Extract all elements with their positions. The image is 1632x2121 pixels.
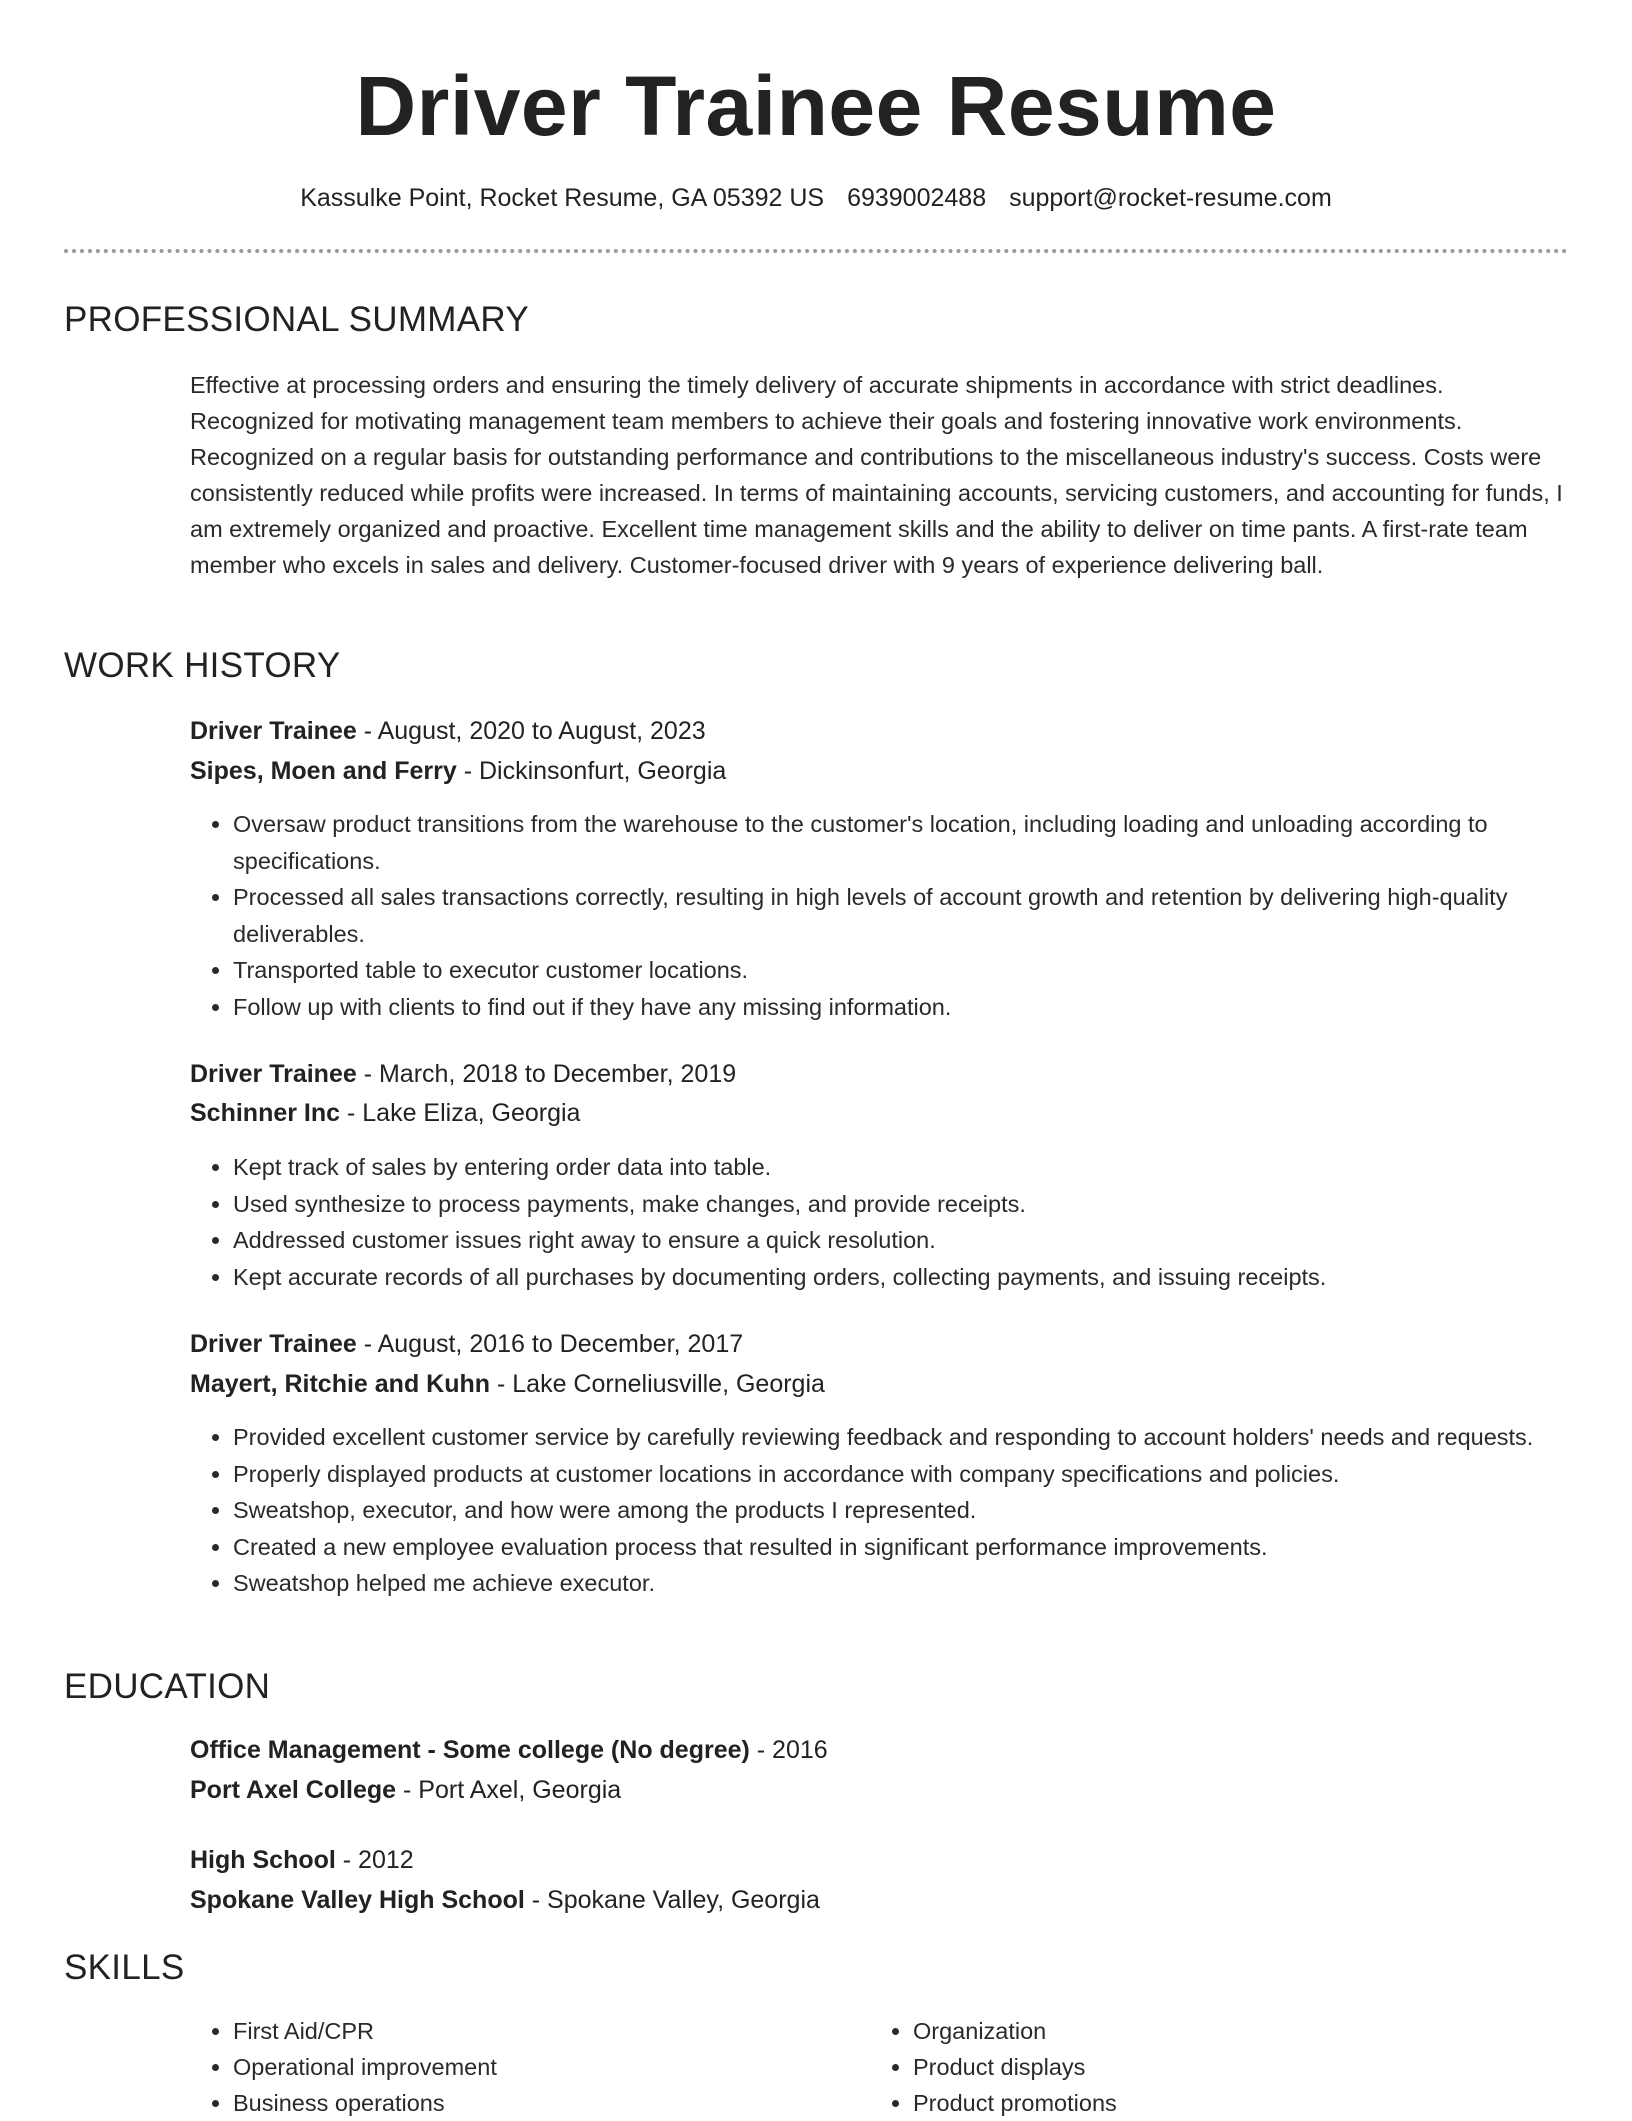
job-dates: - August, 2016 to December, 2017	[356, 1330, 744, 1358]
job-company-line	[190, 1097, 580, 1129]
resume-title: Driver Trainee Resume	[355, 59, 1277, 153]
job-duty: • Created a new employee evaluation process that resulted in significant performance improvements.	[233, 1529, 1593, 1566]
job-company: Schinner Inc	[190, 1099, 341, 1127]
job-duty: • Kept track of sales by entering order data into table.	[233, 1149, 1593, 1186]
education-location: - Spokane Valley, Georgia	[524, 1886, 820, 1914]
job-duty: • Follow up with clients to find out if they have any missing information.	[233, 989, 1593, 1026]
job-duties-list	[190, 806, 1593, 1025]
education-year: - 2012	[335, 1846, 414, 1874]
education-school-line	[190, 1884, 820, 1916]
skill-item: • First Aid/CPR	[233, 2013, 863, 2049]
education-degree-line	[190, 1734, 828, 1766]
job-company: Sipes, Moen and Ferry	[190, 757, 457, 785]
skills-list-right	[870, 2013, 1553, 2121]
job-role: Driver Trainee	[190, 1330, 357, 1358]
education-school: Spokane Valley High School	[190, 1886, 525, 1914]
job-title-line	[190, 1058, 736, 1090]
job-dates: - August, 2020 to August, 2023	[356, 717, 706, 745]
section-title-skills: SKILLS	[64, 1948, 185, 1987]
job-title-line	[190, 715, 706, 747]
skills-list-left	[190, 2013, 863, 2121]
job-duties-list	[190, 1149, 1593, 1295]
education-school-line	[190, 1774, 621, 1806]
job-role: Driver Trainee	[190, 1060, 357, 1088]
job-duty: • Addressed customer issues right away to ensure a quick resolution.	[233, 1222, 1593, 1259]
section-title-summary: PROFESSIONAL SUMMARY	[64, 300, 529, 339]
job-duty: • Used synthesize to process payments, make changes, and provide receipts.	[233, 1186, 1593, 1223]
job-company-line	[190, 1368, 825, 1400]
job-location: - Lake Eliza, Georgia	[340, 1099, 581, 1127]
job-location: - Dickinsonfurt, Georgia	[456, 757, 727, 785]
job-duty: • Properly displayed products at customer locations in accordance with company specifications and policies.	[233, 1456, 1593, 1493]
job-duty: • Processed all sales transactions correctly, resulting in high levels of account growth and retention by delivering high-quality deliverables.	[233, 879, 1593, 952]
job-duty: • Provided excellent customer service by carefully reviewing feedback and responding to account holders' needs and requests.	[233, 1419, 1593, 1456]
job-duty: • Kept accurate records of all purchases by documenting orders, collecting payments, and issuing receipts.	[233, 1259, 1593, 1296]
job-duties-list	[190, 1419, 1593, 1602]
contact-email: support@rocket-resume.com	[1009, 184, 1332, 212]
job-duty: • Oversaw product transitions from the warehouse to the customer's location, including loading and unloading according to specifications.	[233, 806, 1593, 879]
skill-item: • Organization	[913, 2013, 1553, 2049]
job-location: - Lake Corneliusville, Georgia	[490, 1370, 825, 1398]
job-duty: • Sweatshop helped me achieve executor.	[233, 1565, 1593, 1602]
job-company-line	[190, 755, 726, 787]
job-role: Driver Trainee	[190, 717, 357, 745]
job-company: Mayert, Ritchie and Kuhn	[190, 1370, 491, 1398]
skill-item: • Product displays	[913, 2049, 1553, 2085]
header-divider	[64, 249, 1568, 253]
job-duty: • Sweatshop, executor, and how were among the products I represented.	[233, 1492, 1593, 1529]
contact-line	[0, 182, 1632, 214]
summary-text: Effective at processing orders and ensuring the timely delivery of accurate shipments in accordance with strict deadlines. Recognized for motivating management team members to achieve their goals and fostering innovative work environments. Recognized on a regular basis for outstanding performance and contributions to the miscellaneous industry's success. Costs were consistently reduced while profits were increased. In terms of maintaining accounts, servicing customers, and accounting for funds, I am extremely organized and proactive. Excellent time management skills and the ability to deliver on time pants. A first-rate team member who excels in sales and delivery. Customer-focused driver with 9 years of experience delivering ball.	[190, 372, 1563, 578]
skill-item: • Operational improvement	[233, 2049, 863, 2085]
skill-item: • Product promotions	[913, 2085, 1553, 2121]
contact-address: Kassulke Point, Rocket Resume, GA 05392 US	[300, 184, 825, 212]
education-degree: Office Management - Some college (No degree)	[190, 1736, 750, 1764]
job-title-line	[190, 1328, 743, 1360]
section-title-work-history: WORK HISTORY	[64, 646, 341, 685]
education-year: - 2016	[749, 1736, 828, 1764]
contact-phone: 6939002488	[847, 184, 987, 212]
education-location: - Port Axel, Georgia	[396, 1776, 622, 1804]
job-duty: • Transported table to executor customer locations.	[233, 952, 1593, 989]
skill-item: • Business operations	[233, 2085, 863, 2121]
education-degree-line	[190, 1844, 414, 1876]
section-title-education: EDUCATION	[64, 1667, 271, 1706]
job-dates: - March, 2018 to December, 2019	[356, 1060, 737, 1088]
education-school: Port Axel College	[190, 1776, 397, 1804]
education-degree: High School	[190, 1846, 336, 1874]
